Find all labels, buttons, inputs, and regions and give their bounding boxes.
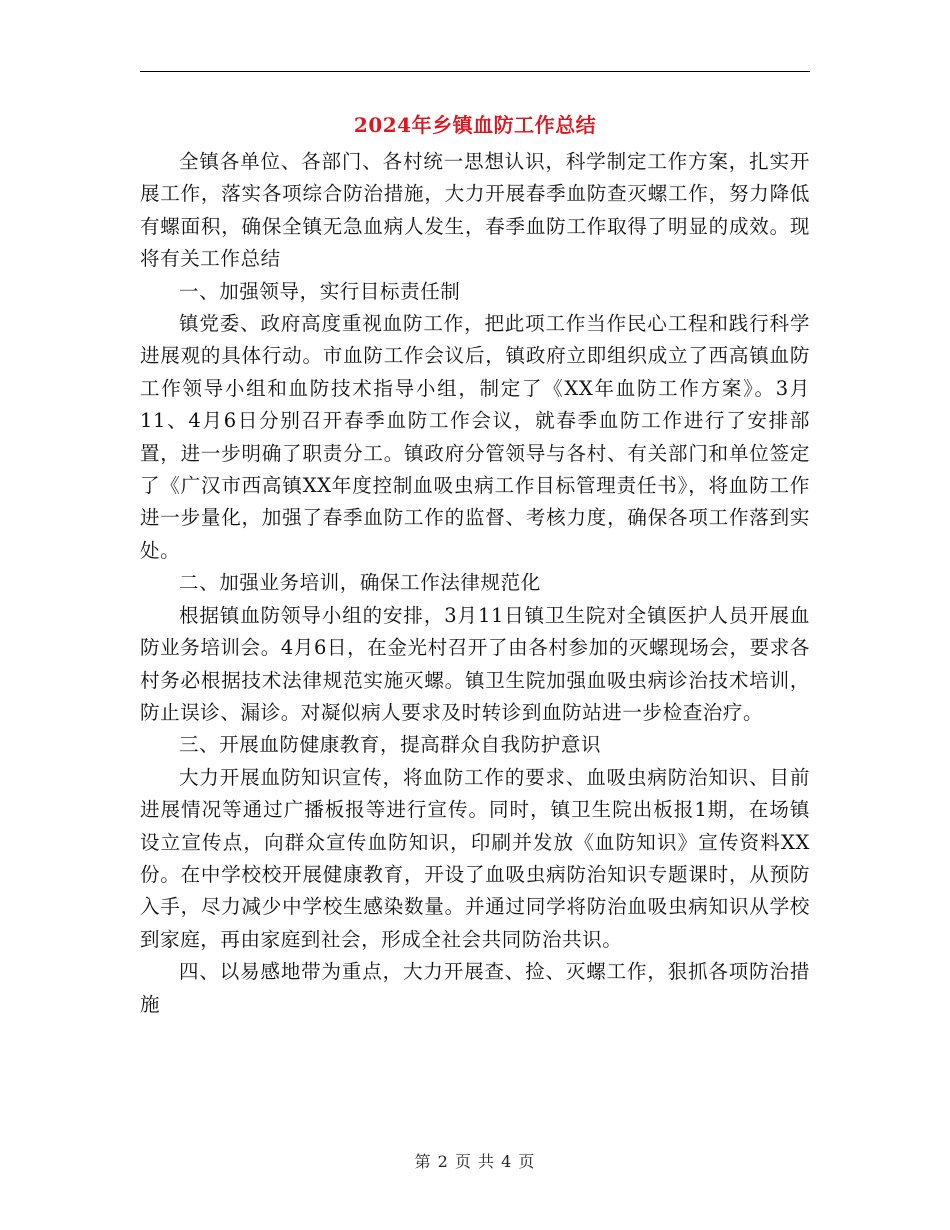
document-body [140,146,810,1021]
page-footer: 第 2 页 共 4 页 [414,1152,536,1171]
document-title: 2024年乡镇血防工作总结 [353,113,597,137]
paragraph-section-1: 镇党委、政府高度重视血防工作，把此项工作当作民心工程和践行科学进展观的具体行动。市血防工作会议后，镇政府立即组织成立了西高镇血防工作领导小组和血防技术指导小组，制定了《XX年血防工作方案》。3月11、4月6日分别召开春季血防工作会议，就春季血防工作进行了安排部置，进一步明确了职责分工。镇政府分管领导与各村、有关部门和单位签定了《广汉市西高镇XX年度控制血吸虫病工作目标管理责任书》，将血防工作进一步量化，加强了春季血防工作的监督、考核力度，确保各项工作落到实处。 [140,312,810,562]
paragraph-intro: 全镇各单位、各部门、各村统一思想认识，科学制定工作方案，扎实开展工作，落实各项综合防治措施，大力开展春季血防查灭螺工作，努力降低有螺面积，确保全镇无急血病人发生，春季血防工作取得了明显的成效。现将有关工作总结 [140,150,810,271]
paragraph-section-2: 根据镇血防领导小组的安排，3月11日镇卫生院对全镇医护人员开展血防业务培训会。4月6日，在金光村召开了由各村参加的灭螺现场会，要求各村务必根据技术法律规范实施灭螺。镇卫生院加强血吸虫病诊治技术培训，防止误诊、漏诊。对凝似病人要求及时转诊到血防站进一步检查治疗。 [140,603,810,724]
section-heading-2: 二、加强业务培训，确保工作法律规范化 [179,571,541,595]
section-heading-1: 一、加强领导，实行目标责任制 [179,279,461,303]
section-heading-4: 四、以易感地带为重点，大力开展查、捡、灭螺工作，狠抓各项防治措施 [140,960,810,1016]
paragraph-section-3: 大力开展血防知识宣传，将血防工作的要求、血吸虫病防治知识、目前进展情况等通过广播板报等进行宣传。同时，镇卫生院出板报1期，在场镇设立宣传点，向群众宣传血防知识，印刷并发放《血防知识》宣传资料XX份。在中学校校开展健康教育，开设了血吸虫病防治知识专题课时，从预防入手，尽力减少中学校生感染数量。并通过同学将防治血吸虫病知识从学校到家庭，再由家庭到社会，形成全社会共同防治共识。 [140,765,810,951]
section-heading-3: 三、开展血防健康教育，提高群众自我防护意识 [179,733,602,757]
header-rule [140,71,810,72]
